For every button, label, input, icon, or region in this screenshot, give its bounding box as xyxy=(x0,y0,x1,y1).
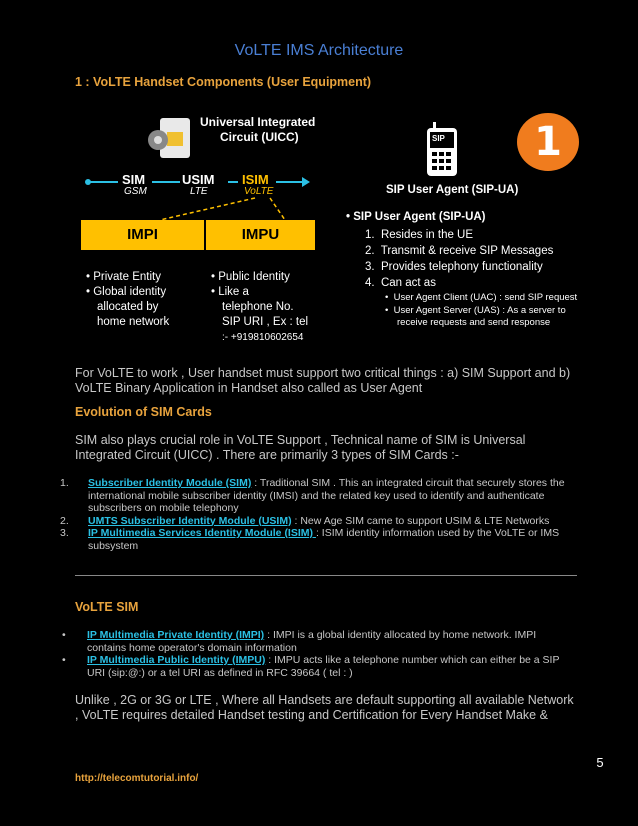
list-item: 2. UMTS Subscriber Identity Module (USIM) : New Age SIM came to support USIM & LTE Networks xyxy=(60,514,550,527)
phone-sip-label: SIP xyxy=(432,134,445,143)
step-badge: 1 xyxy=(517,113,579,171)
list-item: 1. Subscriber Identity Module (SIM) : Traditional SIM . This an integrated circuit that securely stores the international mobile subscriber identity (IMSI) and the related key used to identify and authenticate subscribers on mobile telephony xyxy=(60,477,565,514)
sim-sub: GSM xyxy=(124,186,147,197)
list-item: • IP Multimedia Public Identity (IMPU) : IMPU acts like a telephone number which can either be a SIP URI (sip:@:) or a tel URI as defined in RFC 39664 ( tel : ) xyxy=(62,654,560,679)
divider xyxy=(75,575,577,576)
uicc-label-line2: Circuit (UICC) xyxy=(220,130,299,144)
evolution-heading: Evolution of SIM Cards xyxy=(75,405,212,419)
impi-box: IMPI xyxy=(81,220,204,250)
list-item: 3. IP Multimedia Services Identity Module (ISIM) : ISIM identity information used by the VoLTE or IMS subsystem xyxy=(60,527,560,552)
sim-chip-icon xyxy=(140,112,200,167)
sip-ua-caption: SIP User Agent (SIP-UA) xyxy=(386,184,519,196)
usim-label: USIM xyxy=(182,172,215,187)
sip-ua-sublist: • User Agent Client (UAC) : send SIP request • User Agent Server (UAS) : As a server to receive requests and send response xyxy=(385,292,578,328)
intro-paragraph: For VoLTE to work , User handset must support two critical things : a) SIM Support and b) VoLTE Binary Application in Handset also called as User Agent xyxy=(75,366,571,395)
impu-bullets: • Public Identity • Like a telephone No. SIP URI , Ex : tel :- +919810602654 xyxy=(211,271,309,343)
closing-paragraph: Unlike , 2G or 3G or LTE , Where all Handsets are default supporting all available Network , VoLTE requires detailed Handset testing and Certification for Every Handset Make & xyxy=(75,693,574,722)
sim-label: SIM xyxy=(122,172,146,187)
page-number: 5 xyxy=(596,755,604,770)
impi-bullets: • Private Entity • Global identity allocated by home network xyxy=(86,271,170,328)
volte-sim-heading: VoLTE SIM xyxy=(75,600,139,614)
usim-sub: LTE xyxy=(190,186,208,197)
link-isim[interactable]: IP Multimedia Services Identity Module (ISIM) xyxy=(88,527,316,539)
footer-link[interactable]: http://telecomtutorial.info/ xyxy=(75,773,199,784)
link-impi[interactable]: IP Multimedia Private Identity (IMPI) xyxy=(87,629,265,641)
link-impu[interactable]: IP Multimedia Public Identity (IMPU) xyxy=(87,654,266,666)
volte-sim-list xyxy=(62,629,572,679)
section-heading-handset: 1 : VoLTE Handset Components (User Equipment) xyxy=(75,75,372,89)
phone-icon xyxy=(424,120,460,178)
isim-label: ISIM xyxy=(242,172,269,187)
sim-types-list xyxy=(60,477,580,552)
evolution-paragraph: SIM also plays crucial role in VoLTE Support , Technical name of SIM is Universal Integrated Circuit (UICC) . There are primarily 3 types of SIM Cards :- xyxy=(75,433,526,462)
list-item: • IP Multimedia Private Identity (IMPI) : IMPI is a global identity allocated by home network. IMPI contains home operator's domain information xyxy=(62,629,537,654)
link-sim[interactable]: Subscriber Identity Module (SIM) xyxy=(88,477,252,489)
impu-box: IMPU xyxy=(206,220,315,250)
isim-sub: VoLTE xyxy=(244,186,274,197)
sip-ua-heading: • SIP User Agent (SIP-UA) xyxy=(346,211,486,223)
link-usim[interactable]: UMTS Subscriber Identity Module (USIM) xyxy=(88,514,292,527)
sip-ua-list: 1. Resides in the UE 2. Transmit & receive SIP Messages 3. Provides telephony functionality 4. Can act as xyxy=(365,229,554,289)
page-title: VoLTE IMS Architecture xyxy=(234,42,404,59)
uicc-label-line1: Universal Integrated xyxy=(200,115,316,129)
